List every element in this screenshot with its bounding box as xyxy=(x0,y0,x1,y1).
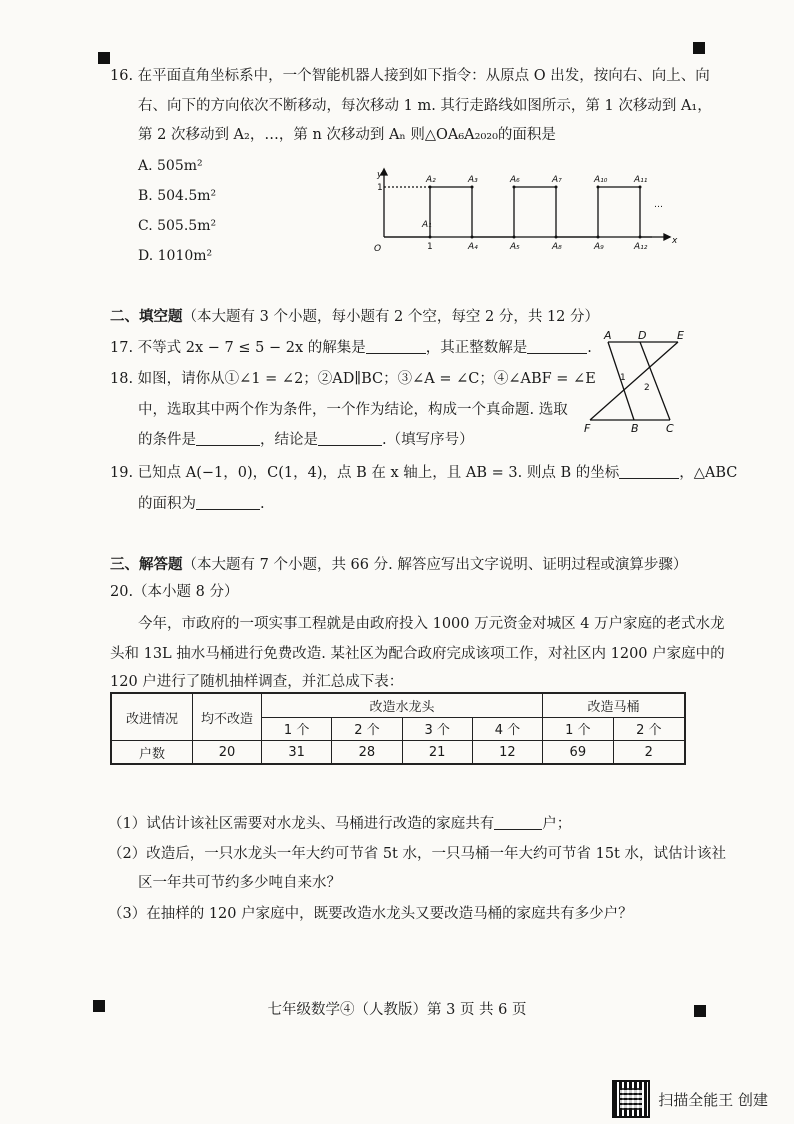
label-a6: A₆ xyxy=(510,175,520,185)
q16-option-b: B. 504.5m² xyxy=(138,188,217,204)
label-c: C xyxy=(666,422,674,435)
header-faucet: 改造水龙头 xyxy=(262,693,543,717)
q20-blank-households[interactable] xyxy=(494,815,542,830)
cell-faucet-2: 28 xyxy=(332,741,402,765)
q18-line1: 18. 如图，请你从①∠1 = ∠2；②AD∥BC；③∠A = ∠C；④∠ABF = ∠E xyxy=(110,371,596,387)
label-a: A xyxy=(604,330,612,342)
q18-blank-conclusion[interactable] xyxy=(318,431,382,446)
x-tick-1: 1 xyxy=(427,242,433,252)
qr-code-icon xyxy=(612,1080,650,1118)
label-d: D xyxy=(638,330,647,342)
q20-paragraph-line1: 今年，市政府的一项实事工程就是由政府投入 1000 万元资金对城区 4 万户家庭的老式水龙 xyxy=(138,616,725,632)
section2-heading: 二、填空题（本大题有 3 个小题，每小题有 2 个空，每空 2 分，共 12 分） xyxy=(110,308,599,325)
label-a5: A₅ xyxy=(510,242,520,252)
row-label: 户数 xyxy=(111,741,193,765)
cell-faucet-4: 12 xyxy=(472,741,542,765)
line-fe xyxy=(590,342,678,420)
q16-path-graph xyxy=(370,165,680,255)
section3-heading: 三、解答题（本大题有 7 个小题，共 66 分. 解答应写出文字说明、证明过程或演算步骤） xyxy=(110,556,688,573)
label-a2: A₂ xyxy=(426,175,436,185)
q16-option-d: D. 1010m² xyxy=(138,248,213,264)
q18-blank-conditions[interactable] xyxy=(196,431,260,446)
q17-blank-2[interactable] xyxy=(527,339,587,354)
q17-blank-1[interactable] xyxy=(366,339,426,354)
label-f: F xyxy=(584,422,591,435)
cell-toilet-2: 2 xyxy=(613,741,685,765)
label-a7: A₇ xyxy=(552,175,562,185)
survey-table xyxy=(110,692,686,765)
path-points xyxy=(429,186,642,239)
faucet-sub-4: 4 个 xyxy=(472,717,542,741)
q20-subquestion-2-line2: 区一年共可节约多少吨自来水？ xyxy=(138,875,341,891)
scanner-watermark-text: 扫描全能王 创建 xyxy=(658,1090,768,1109)
label-a10: A₁₀ xyxy=(594,175,608,185)
header-toilet: 改造马桶 xyxy=(543,693,685,717)
faucet-sub-3: 3 个 xyxy=(402,717,472,741)
q20-subquestion-2-line1: （2）改造后，一只水龙头一年大约可节省 5t 水，一只马桶一年大约可节省 15t 水，试估计该社 xyxy=(108,846,726,862)
scanner-watermark xyxy=(612,1080,768,1118)
q20-subquestion-1: （1）试估计该社区需要对水龙头、马桶进行改造的家庭共有 户； xyxy=(108,816,572,832)
q16-line2: 右、向下的方向依次不断移动，每次移动 1 m. 其行走路线如图所示，第 1 次移动到 A₁， xyxy=(138,98,712,114)
faucet-sub-1: 1 个 xyxy=(262,717,332,741)
page-footer: 七年级数学④（人教版）第 3 页 共 6 页 xyxy=(267,1002,527,1018)
q18-line2: 中，选取其中两个作为条件，一个作为结论，构成一个真命题. 选取 xyxy=(138,402,568,418)
cell-none: 20 xyxy=(193,741,262,765)
q19-blank-area[interactable] xyxy=(196,495,260,510)
label-a1: A₁ xyxy=(422,220,432,230)
y-tick-1: 1 xyxy=(377,183,383,193)
q19-line1: 19. 已知点 A(−1，0)，C(1，4)，点 B 在 x 轴上，且 AB = 3. 则点 B 的坐标 ，△ABC xyxy=(110,465,738,481)
header-status: 改进情况 xyxy=(111,693,193,741)
label-e: E xyxy=(677,330,684,342)
toilet-sub-2: 2 个 xyxy=(613,717,685,741)
continuation-dots: … xyxy=(654,200,663,210)
q20-subquestion-3: （3）在抽样的 120 户家庭中，既要改造水龙头又要改造马桶的家庭共有多少户？ xyxy=(108,906,633,922)
q16-line3: 第 2 次移动到 A₂，…，第 n 次移动到 Aₙ 则△OA₆A₂₀₂₀的面积是 xyxy=(138,127,556,143)
label-a8: A₈ xyxy=(552,242,562,252)
y-axis-label: y xyxy=(377,170,383,180)
registration-mark-top-right xyxy=(693,42,705,54)
label-a9: A₉ xyxy=(594,242,604,252)
q19-line2: 的面积为 . xyxy=(138,496,265,512)
cell-toilet-1: 69 xyxy=(543,741,614,765)
q16-option-a: A. 505m² xyxy=(138,158,203,174)
angle-2-label: 2 xyxy=(644,383,650,393)
label-a11: A₁₁ xyxy=(634,175,648,185)
label-a3: A₃ xyxy=(468,175,478,185)
label-a12: A₁₂ xyxy=(634,242,648,252)
header-none: 均不改造 xyxy=(193,693,262,741)
q16-number: 16. xyxy=(110,68,134,84)
angle-1-label: 1 xyxy=(620,373,626,383)
label-b: B xyxy=(631,422,639,435)
q18-geometry-figure xyxy=(580,330,690,436)
q17: 17. 不等式 2x − 7 ≤ 5 − 2x 的解集是 ，其正整数解是 . xyxy=(110,340,592,356)
x-axis-label: x xyxy=(672,236,678,246)
toilet-sub-1: 1 个 xyxy=(543,717,614,741)
registration-mark-top-left xyxy=(98,52,110,64)
label-a4: A₄ xyxy=(468,242,478,252)
q16-option-c: C. 505.5m² xyxy=(138,218,217,234)
q20-paragraph-line2: 头和 13L 抽水马桶进行免费改造. 某社区为配合政府完成该项工作，对社区内 1200 户家庭中的 xyxy=(110,646,725,662)
q18-line3: 的条件是 ，结论是 .（填写序号） xyxy=(138,432,474,448)
cell-faucet-3: 21 xyxy=(402,741,472,765)
faucet-sub-2: 2 个 xyxy=(332,717,402,741)
cell-faucet-1: 31 xyxy=(262,741,332,765)
q20-heading: 20.（本小题 8 分） xyxy=(110,584,239,600)
origin-label: O xyxy=(374,244,382,254)
q20-paragraph-line3: 120 户进行了随机抽样调查，并汇总成下表： xyxy=(110,674,404,690)
q19-blank-coordinate[interactable] xyxy=(619,464,679,479)
q16-line1: 16. 在平面直角坐标系中，一个智能机器人接到如下指令：从原点 O 出发，按向右、向上、向 xyxy=(110,68,710,84)
